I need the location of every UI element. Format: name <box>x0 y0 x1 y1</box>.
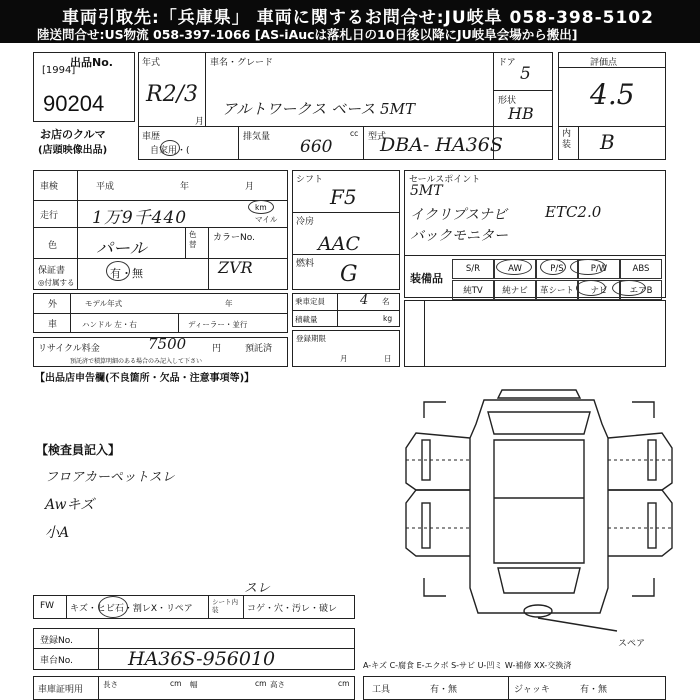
recycle-status: 預託済 <box>245 344 273 354</box>
km-circle <box>248 200 274 214</box>
color-no-value: ZVR <box>218 258 253 277</box>
registration-label: 登録期限 <box>296 334 326 343</box>
doors-value: 5 <box>520 64 531 84</box>
displacement-value: 660 <box>300 137 333 157</box>
color-label: 色 <box>48 241 58 251</box>
reg-no-label: 登録No. <box>40 636 73 646</box>
equipment-item: 純ナビ <box>494 280 536 300</box>
color-value: パール <box>96 239 147 259</box>
displacement-unit: cc <box>350 129 359 138</box>
doors-label: ドア <box>498 58 516 68</box>
warranty-label: 保証書 <box>38 266 66 276</box>
inspector-line-2: Awキズ <box>45 497 95 513</box>
notes-right-box <box>404 300 666 367</box>
name-value: アルトワークス ベース 5MT <box>222 100 415 118</box>
spare-label: スペア <box>618 639 646 649</box>
capacity-unit: 名 <box>382 297 390 306</box>
rating-value: 4.5 <box>590 78 635 111</box>
sales-points-label: セールスポイント <box>409 175 481 185</box>
equipment-item: S/R <box>452 259 494 279</box>
shape-label: 形状 <box>498 96 517 106</box>
rating-label: 評価点 <box>590 58 618 68</box>
recycle-label: リサイクル料金 <box>38 344 100 354</box>
recycle-note: 預託済で積算明細のある場合のみ記入して下さい <box>70 358 203 365</box>
import-dealer: ディーラー・並行 <box>188 320 248 329</box>
mileage-unit-km: km <box>255 203 267 212</box>
inspector-label: 【検査員記入】 <box>36 443 121 457</box>
inspection-era: 平成 <box>96 182 115 192</box>
history-value: 自家用・( <box>150 146 190 156</box>
fw-circle <box>98 596 128 618</box>
lot-year-box: [1994] <box>42 65 76 76</box>
fw-seat-items: コゲ・穴・汚レ・破レ <box>247 604 338 614</box>
equipment-label: 装備品 <box>410 272 443 285</box>
shop-note-1: お店のクルマ <box>40 128 106 141</box>
mileage-label: 走行 <box>40 211 59 221</box>
registration-month-unit: 月 <box>340 354 348 363</box>
car-diagram <box>402 378 682 636</box>
color-change-label: 色替 <box>189 230 197 249</box>
equipment-item: エアB <box>620 280 662 300</box>
inspection-label: 車検 <box>40 182 59 192</box>
jack-label: ジャッキ <box>514 685 550 695</box>
load-unit: kg <box>383 314 393 323</box>
pw-circle <box>570 259 606 275</box>
import-label-1: 外 <box>48 300 58 310</box>
sales-extra: ETC2.0 <box>545 203 602 221</box>
history-label: 車歴 <box>142 132 161 142</box>
interior-label: 内装 <box>562 129 572 150</box>
shape-value: HB <box>508 104 534 123</box>
year-label: 年式 <box>142 58 161 68</box>
capacity-value: 4 <box>360 293 369 308</box>
cert-height-cm: cm <box>338 679 350 688</box>
cert-label: 車庫証明用 <box>38 685 84 695</box>
shop-note-2: (店頭映像出品) <box>38 145 108 156</box>
history-circle <box>160 140 180 156</box>
fuel-label: 燃料 <box>296 259 315 269</box>
damage-legend: A-キズ C-腐食 E-エクボ S-サビ U-凹ミ W-補修 XX-交換済 <box>363 661 572 670</box>
cert-width: 幅 <box>190 680 198 689</box>
sales-line-3: バックモニター <box>410 228 508 244</box>
year-value: R2/3 <box>146 82 198 107</box>
color-no-label: カラーNo. <box>213 233 255 243</box>
sales-line-2: イクリプスナビ <box>410 207 507 223</box>
warranty-note: ◎付属する <box>38 278 75 287</box>
recycle-unit: 円 <box>212 344 222 354</box>
tools-label: 工具 <box>372 685 391 695</box>
recycle-value: 7500 <box>148 335 187 353</box>
ac-label: 冷房 <box>296 217 315 227</box>
model-value: DBA- HA36S <box>380 134 503 156</box>
lot-number: 90204 <box>43 91 105 116</box>
fuel-value: G <box>340 262 358 287</box>
fw-mark: スレ <box>244 581 271 596</box>
ps-circle <box>540 259 566 275</box>
header-line-2: 陸送問合せ:US物流 058-397-1066 [AS-iAucは落札日の10日後以降にJU岐阜会場から搬出] <box>37 27 578 42</box>
aw-circle <box>496 259 532 275</box>
inspector-line-1: フロアカーペットスレ <box>45 470 175 485</box>
lot-label: 出品No. <box>70 56 113 69</box>
load-label: 積載量 <box>295 315 318 324</box>
equipment-item: AW <box>494 259 536 279</box>
notes-label: 【出品店申告欄(不良箇所・欠品・注意事項等)】 <box>35 373 255 384</box>
sales-line-1: 5MT <box>410 183 443 199</box>
name-label: 車名・グレード <box>210 58 274 68</box>
import-year-unit: 年 <box>225 299 233 308</box>
chassis-label: 車台No. <box>40 656 73 666</box>
equipment-item: 革シート <box>536 280 578 300</box>
tools-options: 有・無 <box>430 685 458 695</box>
equipment-item: ABS <box>620 259 662 279</box>
import-label-2: 車 <box>48 320 58 330</box>
mileage-value: 1万9千440 <box>92 208 188 228</box>
inspection-year-unit: 年 <box>180 182 190 192</box>
cert-height: 高さ <box>270 680 285 689</box>
shift-value: F5 <box>330 185 357 209</box>
inspector-line-3: 小A <box>45 525 70 541</box>
shift-label: シフト <box>296 175 324 185</box>
chassis-value: HA36S-956010 <box>128 648 276 670</box>
ac-value: AAC <box>318 233 360 255</box>
capacity-label: 乗車定員 <box>295 297 325 306</box>
equipment-item: 純TV <box>452 280 494 300</box>
fw-seat-label: シート内装 <box>212 598 238 614</box>
registration-day-unit: 日 <box>384 354 392 363</box>
model-label: 型式 <box>368 132 387 142</box>
equipment-item: P/S <box>536 259 578 279</box>
year-month-unit: 月 <box>195 117 205 127</box>
cert-width-cm: cm <box>255 679 267 688</box>
import-model-year: モデル年式 <box>85 299 123 308</box>
equipment-item: ナビ <box>578 280 620 300</box>
equipment-item: P/W <box>578 259 620 279</box>
header-line-1: 車両引取先:「兵庫県」 車両に関するお問合せ:JU岐阜 058-398-5102 <box>62 8 654 28</box>
jack-options: 有・無 <box>580 685 608 695</box>
displacement-label: 排気量 <box>243 132 271 142</box>
inspection-month-unit: 月 <box>245 182 255 192</box>
warranty-circle <box>106 261 130 281</box>
cert-length: 長さ <box>103 680 118 689</box>
mileage-unit-mile: マイル <box>255 215 278 224</box>
fw-items: キズ・ヒビ石・割レX・リペア <box>70 604 193 614</box>
header-bar <box>0 0 700 43</box>
navi-circle <box>576 280 606 296</box>
import-handle: ハンドル 左・右 <box>82 320 137 329</box>
airbag-circle <box>612 280 646 296</box>
fw-label: FW <box>40 601 55 611</box>
warranty-options: 有・無 <box>110 267 143 280</box>
cert-length-cm: cm <box>170 679 182 688</box>
interior-value: B <box>600 130 615 154</box>
